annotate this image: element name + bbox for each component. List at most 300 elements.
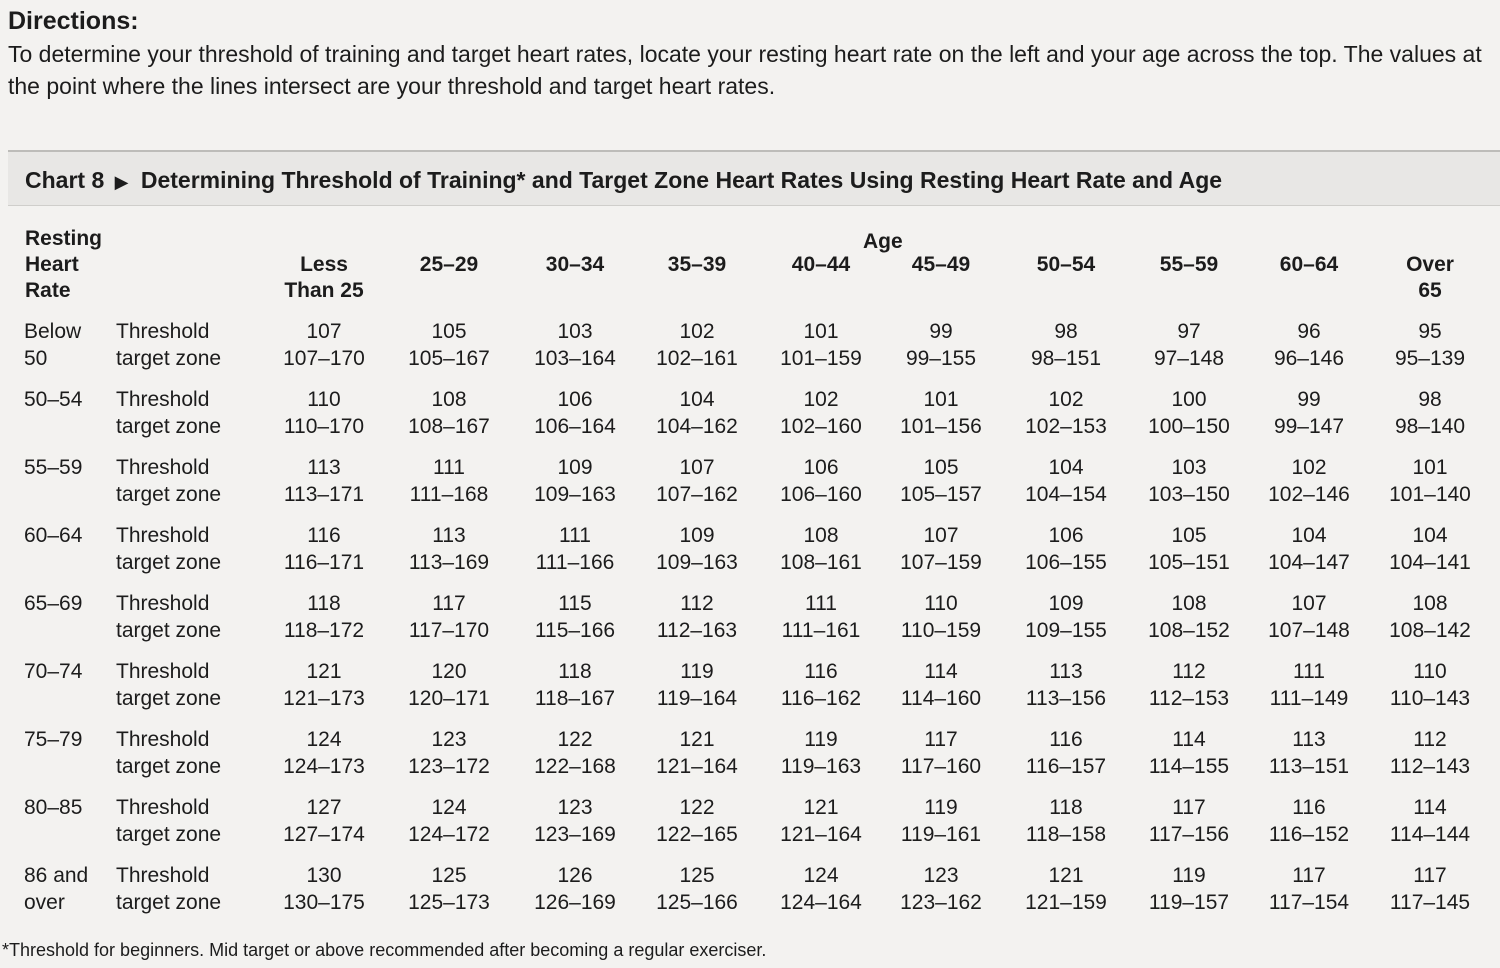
resting-rate-label: 80–85 <box>24 796 83 819</box>
table-cell <box>1127 454 1251 508</box>
table-cell <box>879 522 1003 576</box>
table-cell <box>1127 862 1251 916</box>
threshold-value: 101 <box>923 388 959 411</box>
table-cell <box>759 862 883 916</box>
threshold-value: 99 <box>1297 388 1321 411</box>
table-cell <box>1368 522 1492 576</box>
table-cell <box>879 454 1003 508</box>
table-cell <box>1368 862 1492 916</box>
table-cell <box>387 454 511 508</box>
table-cell <box>759 658 883 712</box>
table-cell <box>1247 318 1371 372</box>
target-zone-value: 103–164 <box>534 347 616 370</box>
table-cell <box>513 862 637 916</box>
target-zone-value: 123–172 <box>408 755 490 778</box>
target-zone-value: 107–159 <box>900 551 982 574</box>
threshold-value: 107 <box>923 524 959 547</box>
threshold-value: 102 <box>1291 456 1327 479</box>
threshold-value: 110 <box>1413 660 1447 683</box>
target-zone-label: target zone <box>116 347 222 370</box>
table-cell <box>879 318 1003 372</box>
target-zone-value: 120–171 <box>408 687 490 710</box>
resting-rate-label: 75–79 <box>24 728 83 751</box>
target-zone-value: 112–153 <box>1148 687 1230 710</box>
threshold-value: 114 <box>1413 796 1447 819</box>
threshold-value: 123 <box>923 864 959 887</box>
target-zone-value: 114–155 <box>1148 755 1230 778</box>
table-cell <box>1368 794 1492 848</box>
target-zone-value: 104–162 <box>656 415 738 438</box>
table-cell <box>513 386 637 440</box>
threshold-value: 108 <box>1171 592 1207 615</box>
threshold-value: 101 <box>1412 456 1448 479</box>
threshold-value: 119 <box>924 796 958 819</box>
threshold-value: 118 <box>307 592 341 615</box>
target-zone-value: 107–170 <box>283 347 365 370</box>
target-zone-value: 106–160 <box>780 483 862 506</box>
target-zone-value: 124–164 <box>780 891 862 914</box>
threshold-value: 106 <box>557 388 593 411</box>
threshold-value: 112 <box>680 592 714 615</box>
target-zone-label: target zone <box>116 415 222 438</box>
threshold-value: 102 <box>803 388 839 411</box>
threshold-label: Threshold <box>116 456 210 479</box>
target-zone-value: 112–163 <box>656 619 738 642</box>
target-zone-value: 108–152 <box>1148 619 1230 642</box>
row-type-labels <box>116 318 221 372</box>
target-zone-value: 119–161 <box>900 823 982 846</box>
table-cell <box>635 726 759 780</box>
target-zone-label: target zone <box>116 687 222 710</box>
threshold-value: 121 <box>679 728 715 751</box>
target-zone-value: 107–162 <box>656 483 738 506</box>
table-cell <box>513 454 637 508</box>
threshold-value: 121 <box>1048 864 1084 887</box>
target-zone-value: 101–140 <box>1389 483 1471 506</box>
threshold-value: 104 <box>1048 456 1084 479</box>
age-column-header: Over 65 <box>1406 253 1454 302</box>
table-cell <box>1368 590 1492 644</box>
target-zone-value: 117–160 <box>900 755 982 778</box>
threshold-value: 126 <box>557 864 593 887</box>
target-zone-value: 117–154 <box>1268 891 1350 914</box>
target-zone-value: 119–163 <box>780 755 862 778</box>
table-cell <box>513 658 637 712</box>
target-zone-value: 127–174 <box>283 823 365 846</box>
target-zone-value: 95–139 <box>1394 347 1466 370</box>
target-zone-value: 116–171 <box>283 551 365 574</box>
threshold-value: 120 <box>431 660 467 683</box>
table-row <box>8 306 1500 374</box>
target-zone-value: 117–145 <box>1389 891 1471 914</box>
target-zone-value: 108–142 <box>1389 619 1471 642</box>
threshold-value: 97 <box>1177 320 1201 343</box>
row-type-labels <box>116 794 221 848</box>
table-cell <box>1004 522 1128 576</box>
table-cell <box>1004 658 1128 712</box>
threshold-value: 117 <box>1292 864 1326 887</box>
threshold-value: 102 <box>1048 388 1084 411</box>
threshold-value: 114 <box>1172 728 1206 751</box>
target-zone-value: 121–173 <box>283 687 365 710</box>
threshold-value: 119 <box>680 660 714 683</box>
chart-title-bar <box>8 150 1500 206</box>
threshold-value: 111 <box>1293 660 1325 683</box>
target-zone-value: 121–159 <box>1025 891 1107 914</box>
threshold-value: 113 <box>307 456 341 479</box>
table-cell <box>759 454 883 508</box>
target-zone-value: 109–163 <box>656 551 738 574</box>
threshold-value: 109 <box>679 524 715 547</box>
table-cell <box>513 590 637 644</box>
row-type-labels <box>116 658 221 712</box>
table-cell <box>262 726 386 780</box>
arrow-right-icon: ▶ <box>114 172 129 192</box>
threshold-value: 102 <box>679 320 715 343</box>
target-zone-value: 101–156 <box>900 415 982 438</box>
target-zone-value: 105–151 <box>1148 551 1230 574</box>
table-cell <box>879 386 1003 440</box>
directions-text: To determine your threshold of training and target heart rates, locate your resting heart rate on the left and your age across the top. The values at the point where the lines intersect are your threshold and target heart rates. <box>8 41 1482 99</box>
target-zone-value: 98–140 <box>1394 415 1466 438</box>
target-zone-value: 102–160 <box>780 415 862 438</box>
age-column-header: 55–59 <box>1159 253 1219 276</box>
table-cell <box>759 590 883 644</box>
target-zone-value: 123–162 <box>900 891 982 914</box>
threshold-value: 118 <box>1049 796 1083 819</box>
target-zone-value: 123–169 <box>534 823 616 846</box>
age-header: Age <box>863 230 903 253</box>
target-zone-label: target zone <box>116 891 222 914</box>
threshold-value: 99 <box>929 320 953 343</box>
table-cell <box>759 522 883 576</box>
resting-rate-label: 50–54 <box>24 388 83 411</box>
table-cell <box>1127 590 1251 644</box>
target-zone-value: 110–170 <box>283 415 365 438</box>
threshold-value: 98 <box>1418 388 1442 411</box>
age-column-header: 30–34 <box>545 253 605 276</box>
target-zone-value: 121–164 <box>780 823 862 846</box>
table-cell <box>262 522 386 576</box>
target-zone-value: 119–164 <box>656 687 738 710</box>
target-zone-value: 117–156 <box>1148 823 1230 846</box>
target-zone-value: 104–141 <box>1389 551 1471 574</box>
table-cell <box>1247 658 1371 712</box>
threshold-value: 105 <box>1171 524 1207 547</box>
threshold-value: 108 <box>1412 592 1448 615</box>
target-zone-value: 99–155 <box>905 347 977 370</box>
table-row <box>8 714 1500 782</box>
age-column-header: 50–54 <box>1036 253 1096 276</box>
table-row <box>8 442 1500 510</box>
threshold-value: 98 <box>1054 320 1078 343</box>
table-cell <box>1368 726 1492 780</box>
target-zone-value: 106–155 <box>1025 551 1107 574</box>
threshold-value: 104 <box>1412 524 1448 547</box>
target-zone-value: 102–153 <box>1025 415 1107 438</box>
threshold-value: 101 <box>803 320 839 343</box>
threshold-value: 117 <box>1172 796 1206 819</box>
target-zone-value: 111–168 <box>409 483 489 506</box>
target-zone-value: 113–169 <box>408 551 490 574</box>
target-zone-value: 102–146 <box>1268 483 1350 506</box>
threshold-value: 119 <box>804 728 838 751</box>
table-cell <box>635 522 759 576</box>
target-zone-value: 112–143 <box>1389 755 1471 778</box>
threshold-value: 107 <box>306 320 342 343</box>
table-cell <box>879 726 1003 780</box>
threshold-value: 110 <box>924 592 958 615</box>
table-cell <box>387 386 511 440</box>
threshold-value: 106 <box>803 456 839 479</box>
table-cell <box>635 318 759 372</box>
table-cell <box>513 726 637 780</box>
table-cell <box>879 658 1003 712</box>
table-cell <box>635 590 759 644</box>
threshold-label: Threshold <box>116 388 210 411</box>
threshold-value: 104 <box>1291 524 1327 547</box>
table-cell <box>1247 862 1371 916</box>
threshold-value: 127 <box>306 796 342 819</box>
target-zone-value: 114–144 <box>1389 823 1471 846</box>
target-zone-value: 97–148 <box>1153 347 1225 370</box>
resting-rate-label: 86 and over <box>24 864 89 914</box>
threshold-value: 116 <box>307 524 341 547</box>
target-zone-value: 108–167 <box>408 415 490 438</box>
threshold-value: 113 <box>1292 728 1326 751</box>
table-cell <box>1247 590 1371 644</box>
target-zone-value: 121–164 <box>656 755 738 778</box>
table-cell <box>387 794 511 848</box>
threshold-value: 108 <box>431 388 467 411</box>
threshold-value: 103 <box>557 320 593 343</box>
target-zone-label: target zone <box>116 483 222 506</box>
table-cell <box>1004 590 1128 644</box>
table-cell <box>1368 658 1492 712</box>
threshold-value: 121 <box>306 660 342 683</box>
threshold-value: 117 <box>1413 864 1447 887</box>
table-cell <box>1127 726 1251 780</box>
threshold-value: 117 <box>924 728 958 751</box>
threshold-value: 123 <box>431 728 467 751</box>
threshold-value: 95 <box>1418 320 1442 343</box>
target-zone-value: 110–143 <box>1389 687 1471 710</box>
table-cell <box>1247 522 1371 576</box>
table-cell <box>1368 318 1492 372</box>
target-zone-value: 113–171 <box>283 483 365 506</box>
target-zone-value: 111–166 <box>535 551 615 574</box>
threshold-value: 124 <box>431 796 467 819</box>
target-zone-value: 114–160 <box>900 687 982 710</box>
table-cell <box>635 454 759 508</box>
target-zone-value: 124–172 <box>408 823 490 846</box>
target-zone-value: 118–172 <box>283 619 365 642</box>
table-cell <box>1004 386 1128 440</box>
threshold-value: 111 <box>433 456 465 479</box>
threshold-value: 100 <box>1171 388 1207 411</box>
table-row <box>8 374 1500 442</box>
target-zone-value: 111–149 <box>1269 687 1349 710</box>
target-zone-value: 104–147 <box>1268 551 1350 574</box>
age-column-header: 45–49 <box>911 253 971 276</box>
threshold-label: Threshold <box>116 592 210 615</box>
target-zone-value: 119–157 <box>1148 891 1230 914</box>
target-zone-value: 122–168 <box>534 755 616 778</box>
resting-rate-label: 70–74 <box>24 660 83 683</box>
target-zone-value: 113–151 <box>1268 755 1350 778</box>
threshold-value: 112 <box>1413 728 1447 751</box>
table-cell <box>1004 862 1128 916</box>
threshold-value: 109 <box>1048 592 1084 615</box>
row-type-labels <box>116 522 221 576</box>
table-cell <box>262 794 386 848</box>
table-header <box>8 206 1500 306</box>
age-column-header: Less Than 25 <box>284 253 364 302</box>
threshold-value: 125 <box>679 864 715 887</box>
threshold-value: 116 <box>1292 796 1326 819</box>
table-cell <box>759 386 883 440</box>
table-cell <box>879 794 1003 848</box>
table-cell <box>262 590 386 644</box>
table-cell <box>387 726 511 780</box>
threshold-value: 116 <box>804 660 838 683</box>
target-zone-label: target zone <box>116 619 222 642</box>
threshold-value: 113 <box>1049 660 1083 683</box>
table-cell <box>759 726 883 780</box>
threshold-value: 107 <box>679 456 715 479</box>
threshold-value: 105 <box>431 320 467 343</box>
table-cell <box>879 590 1003 644</box>
threshold-value: 125 <box>431 864 467 887</box>
target-zone-value: 125–166 <box>656 891 738 914</box>
age-column-header: 60–64 <box>1279 253 1339 276</box>
threshold-label: Threshold <box>116 864 210 887</box>
threshold-value: 106 <box>1048 524 1084 547</box>
threshold-label: Threshold <box>116 728 210 751</box>
target-zone-value: 109–163 <box>534 483 616 506</box>
target-zone-value: 115–166 <box>534 619 616 642</box>
table-cell <box>635 658 759 712</box>
age-column-header: 35–39 <box>667 253 727 276</box>
threshold-value: 111 <box>805 592 837 615</box>
target-zone-value: 124–173 <box>283 755 365 778</box>
table-cell <box>387 590 511 644</box>
resting-rate-label: 55–59 <box>24 456 83 479</box>
table-cell <box>387 318 511 372</box>
threshold-value: 121 <box>803 796 839 819</box>
table-cell <box>262 658 386 712</box>
threshold-value: 107 <box>1291 592 1327 615</box>
threshold-value: 118 <box>558 660 592 683</box>
table-cell <box>1127 386 1251 440</box>
table-cell <box>759 794 883 848</box>
threshold-value: 114 <box>924 660 958 683</box>
threshold-value: 119 <box>1172 864 1206 887</box>
heart-rate-chart <box>8 150 1500 950</box>
table-cell <box>1368 454 1492 508</box>
age-column-header: 25–29 <box>419 253 479 276</box>
target-zone-value: 113–156 <box>1025 687 1107 710</box>
table-cell <box>1004 318 1128 372</box>
table-cell <box>1004 454 1128 508</box>
table-cell <box>1004 726 1128 780</box>
row-type-labels <box>116 726 221 780</box>
threshold-value: 130 <box>306 864 342 887</box>
threshold-value: 105 <box>923 456 959 479</box>
target-zone-label: target zone <box>116 823 222 846</box>
age-column-header: 40–44 <box>791 253 851 276</box>
table-cell <box>635 862 759 916</box>
target-zone-value: 98–151 <box>1030 347 1102 370</box>
threshold-value: 116 <box>1049 728 1083 751</box>
directions-section <box>8 6 1488 102</box>
table-cell <box>635 386 759 440</box>
table-cell <box>513 318 637 372</box>
target-zone-label: target zone <box>116 755 222 778</box>
table-cell <box>879 862 1003 916</box>
table-cell <box>387 658 511 712</box>
target-zone-value: 117–170 <box>408 619 490 642</box>
threshold-value: 113 <box>432 524 466 547</box>
table-cell <box>262 454 386 508</box>
target-zone-value: 104–154 <box>1025 483 1107 506</box>
threshold-value: 96 <box>1297 320 1321 343</box>
threshold-value: 122 <box>557 728 593 751</box>
target-zone-label: target zone <box>116 551 222 574</box>
resting-rate-label: 60–64 <box>24 524 83 547</box>
target-zone-value: 100–150 <box>1148 415 1230 438</box>
table-row <box>8 782 1500 850</box>
threshold-value: 103 <box>1171 456 1207 479</box>
target-zone-value: 99–147 <box>1273 415 1345 438</box>
threshold-label: Threshold <box>116 320 210 343</box>
target-zone-value: 108–161 <box>780 551 862 574</box>
table-cell <box>387 862 511 916</box>
target-zone-value: 106–164 <box>534 415 616 438</box>
resting-rate-label: Below 50 <box>24 320 82 370</box>
directions-heading: Directions: <box>8 7 139 35</box>
table-row <box>8 850 1500 918</box>
threshold-value: 111 <box>559 524 591 547</box>
table-row <box>8 510 1500 578</box>
table-cell <box>1247 794 1371 848</box>
threshold-value: 109 <box>557 456 593 479</box>
table-cell <box>635 794 759 848</box>
target-zone-value: 101–159 <box>780 347 862 370</box>
row-type-labels <box>116 386 221 440</box>
target-zone-value: 107–148 <box>1268 619 1350 642</box>
table-row <box>8 578 1500 646</box>
target-zone-value: 102–161 <box>656 347 738 370</box>
row-type-labels <box>116 862 221 916</box>
table-cell <box>1247 726 1371 780</box>
table-cell <box>262 386 386 440</box>
row-type-labels <box>116 590 221 644</box>
table-cell <box>1127 658 1251 712</box>
table-cell <box>1127 522 1251 576</box>
target-zone-value: 116–162 <box>780 687 862 710</box>
target-zone-value: 110–159 <box>900 619 982 642</box>
threshold-value: 123 <box>557 796 593 819</box>
table-row <box>8 646 1500 714</box>
table-cell <box>1368 386 1492 440</box>
table-cell <box>1004 794 1128 848</box>
target-zone-value: 111–161 <box>781 619 861 642</box>
target-zone-value: 109–155 <box>1025 619 1107 642</box>
table-cell <box>1247 454 1371 508</box>
row-type-labels <box>116 454 221 508</box>
threshold-value: 110 <box>307 388 341 411</box>
